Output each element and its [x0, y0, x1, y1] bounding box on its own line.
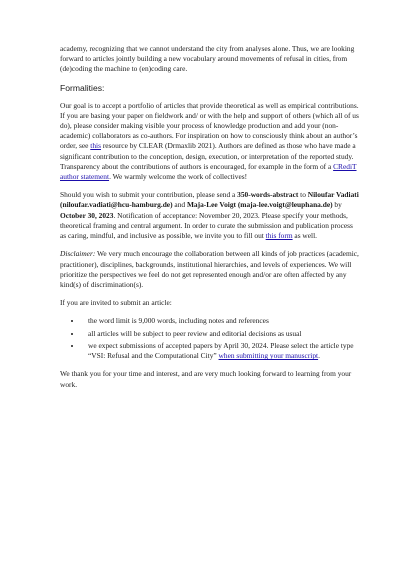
- submission-text-6: as well.: [292, 231, 318, 241]
- formalities-heading: Formalities:: [60, 82, 105, 93]
- contributions-paragraph: [60, 101, 360, 183]
- disclaimer-paragraph: [60, 249, 360, 290]
- invited-intro: If you are invited to submit an article:: [60, 298, 172, 308]
- abstract-deadline: October 30, 2023: [60, 210, 114, 220]
- editor-2-contact: Maja-Lee Voigt (maja-lee.voigt@leuphana.de): [186, 200, 333, 210]
- invited-bullet-list: [60, 316, 360, 361]
- disclaimer-text: We very much encourage the collaboration between all kinds of job practices (academic, practitioner), disciplines, backgrounds, institutional hierarchies, and levels of experiences. We will prioritize the perspectives we feel do not get represented enough and/or are often affected by any kind(s) of discrimination(s).: [60, 249, 359, 290]
- submission-paragraph: [60, 190, 360, 241]
- submission-text-3: and: [172, 200, 187, 210]
- submission-text-4: by: [332, 200, 342, 210]
- intro-paragraph: academy, recognizing that we cannot understand the city from analyses alone. Thus, we are looking forward to articles jointly building a new vocabulary around movements of refusal in cities, from (de)coding the machine to (en)coding care.: [60, 44, 355, 74]
- contributions-text-2: resource by CLEAR (Drmaxlib 2021). Authors are defined as those who have made a significant contribution to the conception, design, execution, or interpretation of the reported study. Transparency about the contributions of authors is encouraged, for example in the form of a: [60, 141, 356, 171]
- contributions-text-3: . We warmly welcome the work of collectives!: [109, 172, 248, 182]
- deadline-text: we expect submissions of accepted papers by April 30, 2024. Please select the article type “VSI: Refusal and the Computational City”: [88, 340, 354, 361]
- list-item-peer-review: • all articles will be subject to peer review and editorial decisions as usual: [82, 329, 360, 339]
- submission-text-1: Should you wish to submit your contribution, please send a: [60, 190, 238, 200]
- disclaimer-label: Disclaimer:: [60, 249, 96, 259]
- abstract-length: 350-words-abstract: [237, 190, 299, 200]
- list-item-deadline: [82, 341, 360, 361]
- this-form-link[interactable]: this form: [265, 231, 293, 241]
- editor-1-contact: Niloufar Vadiati (niloufar.vadiati@hcu-hamburg.de): [60, 190, 359, 210]
- contributions-text-1: Our goal is to accept a portfolio of articles that provide theoretical as well as empirical contributions. If you are basing your paper on fieldwork and/ or with the help and support of others (which all of us do), please consider making visible your process of knowledge production and add your (non-academic) collaborators as co-authors. For inspiration on how to consciously think about an author’s order, see: [60, 100, 359, 151]
- clear-resource-link[interactable]: this: [90, 141, 101, 151]
- credit-statement-link[interactable]: CRediT author statement: [60, 161, 357, 182]
- deadline-text-end: .: [318, 351, 320, 361]
- closing-paragraph: We thank you for your time and interest, and are very much looking forward to learning from your work.: [60, 369, 352, 389]
- submission-text-5: . Notification of acceptance: November 20, 2023. Please specify your methods, theoretical framing and central argument. In order to curate the submission and publication process as caring, mindful, and inclusive as possible, we invite you to fill out: [60, 210, 353, 241]
- submit-manuscript-link[interactable]: when submitting your manuscript: [218, 351, 319, 361]
- list-item-word-limit: • the word limit is 9,000 words, including notes and references: [82, 316, 360, 326]
- submission-text-2: to: [298, 190, 308, 200]
